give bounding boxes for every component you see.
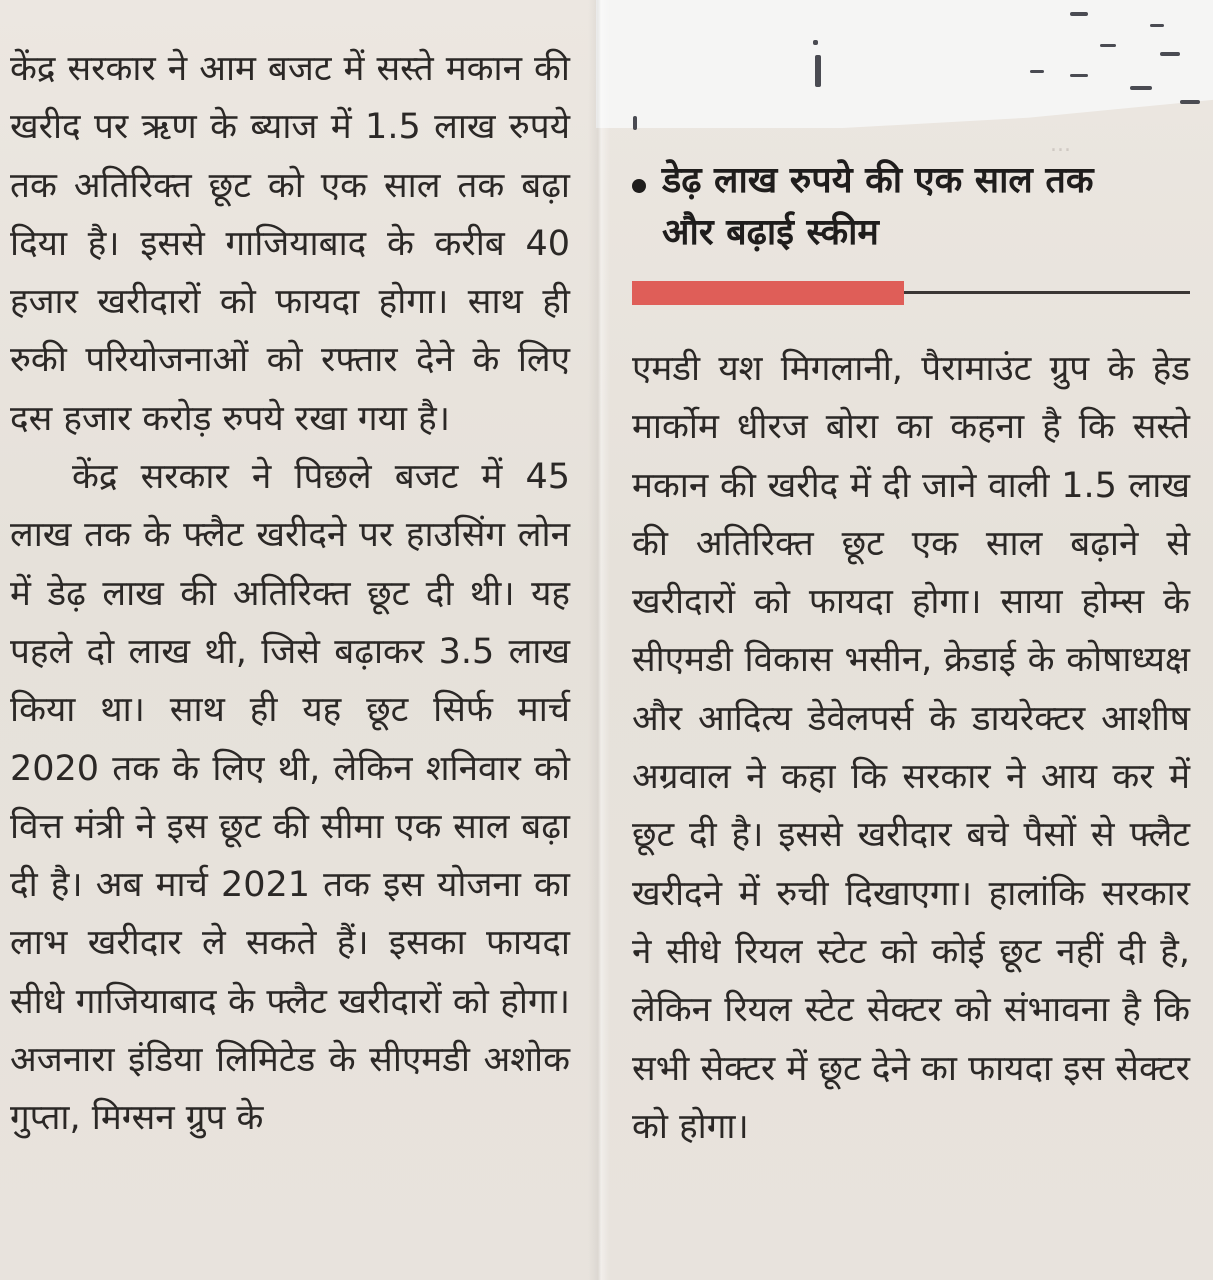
ink-mark (815, 55, 821, 87)
ink-mark (1030, 70, 1044, 73)
right-paragraph: एमडी यश मिगलानी, पैरामाउंट ग्रुप के हेड मार्कोम धीरज बोरा का कहना है कि सस्ते मकान की खरीद में दी जाने वाली 1.5 लाख की अतिरिक्त छूट एक साल बढ़ाने से खरीदारों को फायदा होगा। साया होम्स के सीएमडी विकास भसीन, क्रेडाई के कोषाध्यक्ष और आदित्य डेवेलपर्स के डायरेक्टर आशीष अग्रवाल ने कहा कि सरकार ने आय कर में छूट दी है। इससे खरीदार बचे पैसों से फ्लैट खरीदने में रुची दिखाएगा। हालांकि सरकार ने सीधे रियल स्टेट को कोई छूट नहीं दी है, लेकिन रियल स्टेट सेक्टर को संभावना है कि सभी सेक्टर में छूट देने का फायदा इस सेक्टर को होगा। (632, 349, 1190, 1147)
left-article-column (10, 40, 570, 1148)
ink-mark (1130, 86, 1152, 90)
ink-mark (813, 40, 818, 45)
subhead-text: डेढ़ लाख रुपये की एक साल तक और बढ़ाई स्कीम (662, 160, 1094, 253)
left-paragraph-1: केंद्र सरकार ने आम बजट में सस्ते मकान की खरीद पर ऋण के ब्याज में 1.5 लाख रुपये तक अतिरिक्त छूट को एक साल तक बढ़ा दिया है। इससे गाजियाबाद के करीब 40 हजार खरीदारों को फायदा होगा। साथ ही रुकी परियोजनाओं को रफ्तार देने के लिए दस हजार करोड़ रुपये रखा गया है। (10, 49, 570, 439)
bullet-icon (632, 179, 646, 193)
subhead-divider-rule (904, 291, 1190, 294)
ink-mark (1070, 12, 1088, 16)
show-through-text: ... (1050, 132, 1071, 157)
left-paragraph-2: केंद्र सरकार ने पिछले बजट में 45 लाख तक के फ्लैट खरीदने पर हाउसिंग लोन में डेढ़ लाख की अतिरिक्त छूट दी थी। यह पहले दो लाख थी, जिसे बढ़ाकर 3.5 लाख किया था। साथ ही यह छूट सिर्फ मार्च 2020 तक के लिए थी, लेकिन शनिवार को वित्त मंत्री ने इस छूट की सीमा एक साल बढ़ा दी है। अब मार्च 2021 तक इस योजना का लाभ खरीदार ले सकते हैं। इसका फायदा सीधे गाजियाबाद के फ्लैट खरीदारों को होगा। अजनारा इंडिया लिमिटेड के सीएमडी अशोक गुप्ता, मिग्सन ग्रुप के (10, 457, 570, 1139)
right-article-column (632, 340, 1190, 1156)
ink-mark (1070, 74, 1088, 77)
ink-mark (633, 116, 637, 130)
fold-shadow (588, 0, 610, 1280)
subhead (632, 155, 1132, 259)
ink-mark (1160, 52, 1180, 56)
ink-mark (1150, 24, 1164, 27)
torn-paper-edge (596, 0, 1213, 128)
ink-mark (1180, 100, 1200, 104)
ink-mark (1100, 44, 1116, 47)
subhead-accent-rule (632, 281, 904, 305)
